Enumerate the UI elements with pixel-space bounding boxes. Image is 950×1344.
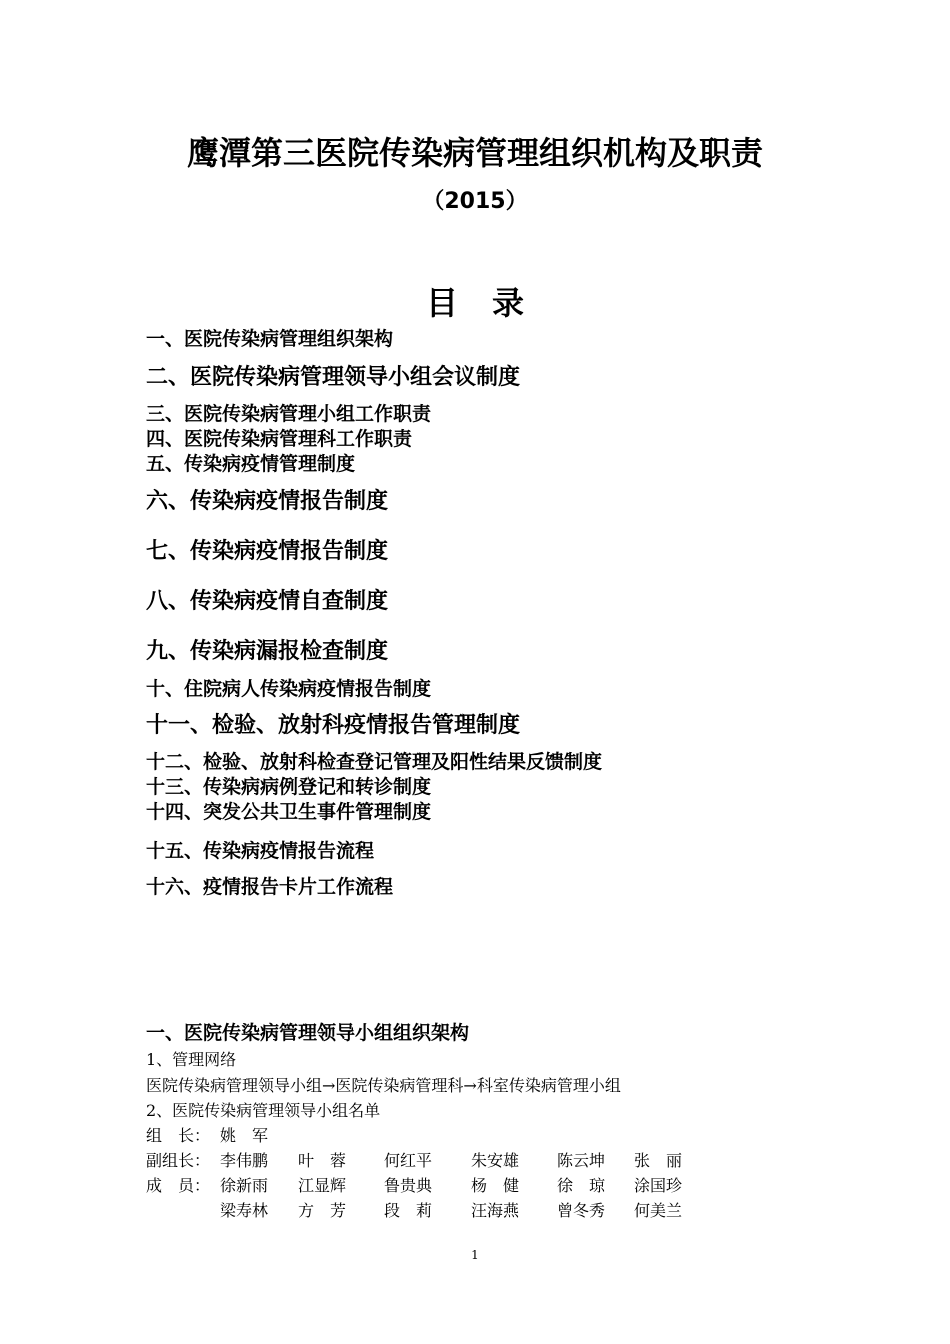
toc-item-11: 十一、检验、放射科疫情报告管理制度 bbox=[146, 713, 521, 738]
network-label: 1、管理网络 bbox=[146, 1050, 237, 1069]
member-name: 涂国珍 bbox=[634, 1176, 683, 1195]
document-year: （2015） bbox=[422, 189, 528, 214]
deputy-name: 何红平 bbox=[384, 1151, 433, 1170]
toc-item-7: 七、传染病疫情报告制度 bbox=[146, 539, 389, 564]
deputy-name: 张 丽 bbox=[634, 1151, 683, 1170]
member-name: 梁寿林 bbox=[220, 1201, 269, 1220]
member-name: 徐 琼 bbox=[557, 1176, 606, 1195]
toc-item-12: 十二、检验、放射科检查登记管理及阳性结果反馈制度 bbox=[146, 751, 603, 773]
member-name: 汪海燕 bbox=[471, 1201, 520, 1220]
leader-name: 姚 军 bbox=[220, 1126, 269, 1145]
toc-item-9: 九、传染病漏报检查制度 bbox=[146, 639, 389, 664]
member-name: 段 莉 bbox=[384, 1201, 433, 1220]
toc-item-13: 十三、传染病病例登记和转诊制度 bbox=[146, 776, 432, 798]
deputy-name: 陈云坤 bbox=[557, 1151, 606, 1170]
page-number: 1 bbox=[471, 1248, 479, 1262]
toc-item-14: 十四、突发公共卫生事件管理制度 bbox=[146, 801, 432, 823]
toc-item-6: 六、传染病疫情报告制度 bbox=[146, 489, 389, 514]
deputy-name: 李伟鹏 bbox=[220, 1151, 269, 1170]
member-name: 江显辉 bbox=[298, 1176, 347, 1195]
toc-item-15: 十五、传染病疫情报告流程 bbox=[146, 840, 375, 862]
toc-item-8: 八、传染病疫情自查制度 bbox=[146, 589, 389, 614]
toc-item-2: 二、医院传染病管理领导小组会议制度 bbox=[146, 365, 521, 390]
toc-item-1: 一、医院传染病管理组织架构 bbox=[146, 328, 394, 350]
toc-item-3: 三、医院传染病管理小组工作职责 bbox=[146, 403, 432, 425]
leader-label: 组 长： bbox=[146, 1126, 211, 1145]
toc-item-10: 十、住院病人传染病疫情报告制度 bbox=[146, 678, 432, 700]
member-name: 方 芳 bbox=[298, 1201, 347, 1220]
section-heading: 一、医院传染病管理领导小组组织架构 bbox=[146, 1022, 470, 1044]
toc-item-5: 五、传染病疫情管理制度 bbox=[146, 453, 356, 475]
deputy-label: 副组长： bbox=[146, 1151, 211, 1170]
member-name: 鲁贵典 bbox=[384, 1176, 433, 1195]
network-flow: 医院传染病管理领导小组→医院传染病管理科→科室传染病管理小组 bbox=[146, 1076, 621, 1095]
member-name: 徐新雨 bbox=[220, 1176, 269, 1195]
document-title: 鹰潭第三医院传染病管理组织机构及职责 bbox=[186, 134, 763, 172]
deputy-name: 叶 蓉 bbox=[298, 1151, 347, 1170]
member-name: 杨 健 bbox=[471, 1176, 520, 1195]
toc-item-16: 十六、疫情报告卡片工作流程 bbox=[146, 876, 394, 898]
toc-item-4: 四、医院传染病管理科工作职责 bbox=[146, 428, 413, 450]
member-label: 成 员： bbox=[146, 1176, 211, 1195]
roster-label: 2、医院传染病管理领导小组名单 bbox=[146, 1101, 381, 1120]
member-name: 何美兰 bbox=[634, 1201, 683, 1220]
member-name: 曾冬秀 bbox=[557, 1201, 606, 1220]
toc-heading: 目录 bbox=[425, 284, 558, 322]
deputy-name: 朱安雄 bbox=[471, 1151, 520, 1170]
